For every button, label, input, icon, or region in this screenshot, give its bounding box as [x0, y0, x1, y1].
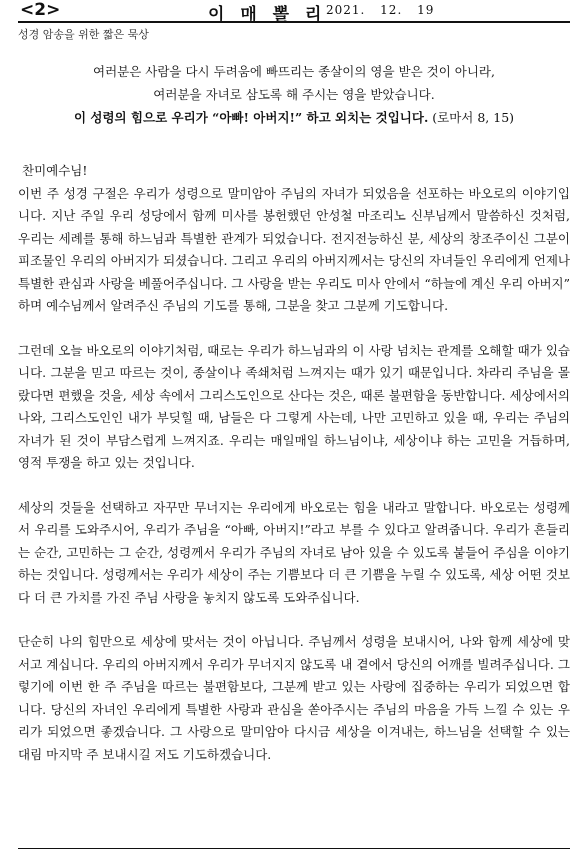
scripture-key-verse: 이 성령의 힘으로 우리가 “아빠! 아버지!” 하고 외치는 것입니다. [73, 110, 429, 125]
page-number: <2> [20, 0, 61, 20]
bulletin-title: 이 매 뽈 리 [208, 5, 327, 25]
issue-date: 2021. 12. 19 [326, 3, 435, 17]
scripture-reference: (로마서 8, 15) [428, 110, 515, 125]
meditation-paragraph: 단순히 나의 힘만으로 세상에 맞서는 것이 아닙니다. 주님께서 성령을 보내시어, 나와 함께 세상에 맞서고 계십니다. 우리의 아버지께서 우리가 무너지지 않도록 내 곁에서 당신의 어깨를 빌려주십니다. 그렇기에 이번 한 주 주님을 따르는 불편함보다, 그분께 받고 있는 사랑에 집중하는 우리가 되었으면 합니다. 당신의 자녀인 우리에게 특별한 사랑과 관심을 쏟아주시는 주님의 마음을 가득 느낄 수 있는 우리가 되었으면 좋겠습니다. 그 사랑으로 말미암아 다시금 세상을 이겨내는, 하느님을 선택할 수 있는 대림 마지막 주 보내시길 저도 기도하겠습니다. [18, 634, 570, 762]
header-divider [18, 21, 570, 23]
meditation-paragraph: 그런데 오늘 바오로의 이야기처럼, 때로는 우리가 하느님과의 이 사랑 넘치는 관계를 오해할 때가 있습니다. 그분을 믿고 따르는 것이, 종살이나 족쇄처럼 느껴지는 때가 있기 때문입니다. 차라리 주님을 몰랐다면 편했을 것을, 세상 속에서 그리스도인으로 산다는 것은, 때론 불편함을 동반합니다. 세상에서의 나와, 그리스도인인 내가 부딪힐 때, 남들은 다 그렇게 사는데, 나만 고민하고 있을 때, 우리는 주님의 자녀가 된 것이 부담스럽게 느껴지죠. 우리는 매일매일 하느님이냐, 세상이냐 하는 고민을 거듭하며, 영적 투쟁을 하고 있는 것입니다. [18, 342, 570, 470]
scripture-line-3 [18, 106, 570, 129]
scripture-quote [18, 60, 570, 129]
meditation-paragraph: 이번 주 성경 구절은 우리가 성령으로 말미암아 주님의 자녀가 되었음을 선포하는 바오로의 이야기입니다. 지난 주일 우리 성당에서 함께 미사를 봉헌했던 안성철 마조리노 신부님께서 말씀하신 것처럼, 우리는 세례를 통해 하느님과 특별한 관계가 되었습니다. 전지전능하신 분, 세상의 창조주이신 그분이 피조물인 우리의 아버지가 되셨습니다. 그리고 우리의 아버지께서는 당신의 자녀들인 우리에게 언제나 특별한 관심과 사랑을 베풀어주십니다. 그 사랑을 받는 우리도 미사 안에서 “하늘에 계신 우리 아버지” 하며 예수님께서 알려주신 주님의 기도를 통해, 그분을 찾고 그분께 기도합니다. [18, 185, 570, 313]
footer-divider [18, 848, 570, 849]
scripture-line-1: 여러분은 사람을 다시 두려움에 빠뜨리는 종살이의 영을 받은 것이 아니라, [93, 64, 495, 79]
meditation-paragraph: 세상의 것들을 선택하고 자꾸만 무너지는 우리에게 바오로는 힘을 내라고 말합니다. 바오로는 성령께서 우리를 도와주시어, 우리가 주님을 “아빠, 아버지!”라고 부를 수 있다고 알려줍니다. 우리가 흔들리는 순간, 고민하는 그 순간, 성령께서 우리가 주님의 자녀로 남아 있을 수 있도록 붙들어 주심을 이야기하는 것입니다. 성령께서는 우리가 세상이 주는 기쁨보다 더 큰 기쁨을 누릴 수 있도록, 세상 어떤 것보다 더 큰 가치를 가진 주님 사랑을 놓치지 않도록 도와주십니다. [18, 499, 570, 605]
meditation-body [18, 160, 570, 788]
section-subtitle: 성경 암송을 위한 짧은 묵상 [18, 28, 149, 41]
scripture-line-2: 여러분을 자녀로 삼도록 해 주시는 영을 받았습니다. [153, 87, 435, 102]
greeting: 찬미예수님! [22, 163, 88, 178]
